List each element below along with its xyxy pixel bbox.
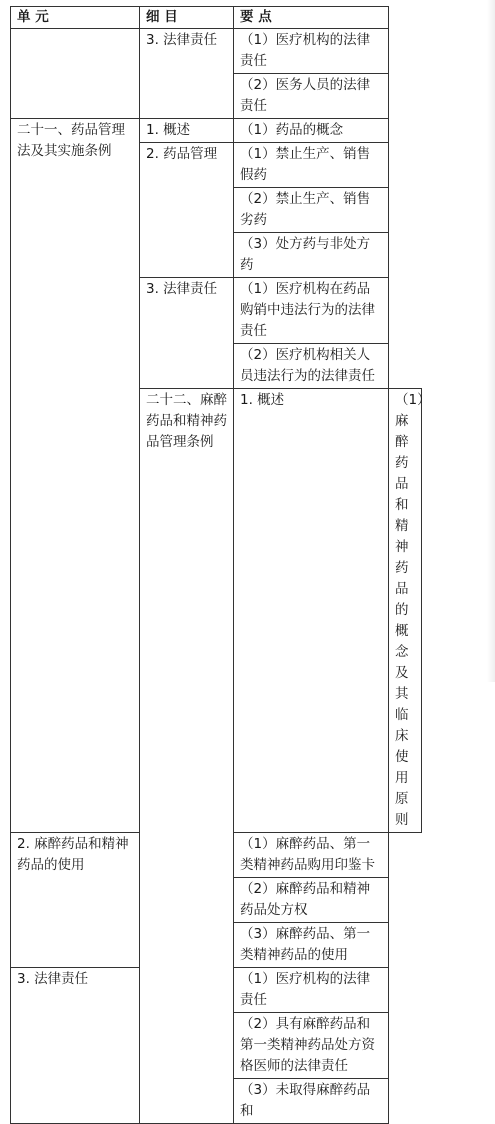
detail-cell: 2. 药品管理 bbox=[140, 143, 234, 278]
point-cell: （2）医务人员的法律责任 bbox=[234, 74, 389, 119]
scan-edge-shadow bbox=[487, 0, 495, 682]
point-cell: （3）处方药与非处方药 bbox=[234, 233, 389, 278]
unit-cell: 二十一、药品管理法及其实施条例 bbox=[11, 119, 140, 833]
table-header-row bbox=[11, 7, 422, 29]
detail-cell: 3. 法律责任 bbox=[11, 968, 140, 1124]
point-cell: （2）具有麻醉药品和第一类精神药品处方资格医师的法律责任 bbox=[234, 1013, 389, 1079]
detail-cell: 3. 法律责任 bbox=[140, 29, 234, 119]
detail-cell: 3. 法律责任 bbox=[140, 278, 234, 389]
table-row bbox=[11, 119, 422, 143]
point-cell: （2）禁止生产、销售劣药 bbox=[234, 188, 389, 233]
point-cell: （1）医疗机构的法律责任 bbox=[234, 29, 389, 74]
point-cell: （3）未取得麻醉药品和 bbox=[234, 1079, 389, 1124]
point-cell: （2）医疗机构相关人员违法行为的法律责任 bbox=[234, 344, 389, 389]
header-unit: 单 元 bbox=[11, 7, 140, 29]
point-cell: （1）医疗机构在药品购销中违法行为的法律责任 bbox=[234, 278, 389, 344]
exam-outline-table bbox=[10, 6, 431, 1124]
unit-cell bbox=[11, 29, 140, 119]
unit-cell: 二十二、麻醉药品和精神药品管理条例 bbox=[140, 389, 234, 1124]
point-cell: （1）药品的概念 bbox=[234, 119, 389, 143]
point-cell: （2）麻醉药品和精神药品处方权 bbox=[234, 878, 389, 923]
detail-cell: 1. 概述 bbox=[234, 389, 389, 833]
point-cell: （1）麻醉药品、第一类精神药品购用印鉴卡 bbox=[234, 833, 389, 878]
point-cell: （1）医疗机构的法律责任 bbox=[234, 968, 389, 1013]
table-row bbox=[11, 29, 422, 74]
header-detail: 细 目 bbox=[140, 7, 234, 29]
point-cell: （1）禁止生产、销售假药 bbox=[234, 143, 389, 188]
detail-cell: 1. 概述 bbox=[140, 119, 234, 143]
point-cell: （1）麻醉药品和精神药品的概念及其临床使用原则 bbox=[389, 389, 422, 833]
header-points: 要 点 bbox=[234, 7, 389, 29]
detail-cell: 2. 麻醉药品和精神药品的使用 bbox=[11, 833, 140, 968]
point-cell: （3）麻醉药品、第一类精神药品的使用 bbox=[234, 923, 389, 968]
